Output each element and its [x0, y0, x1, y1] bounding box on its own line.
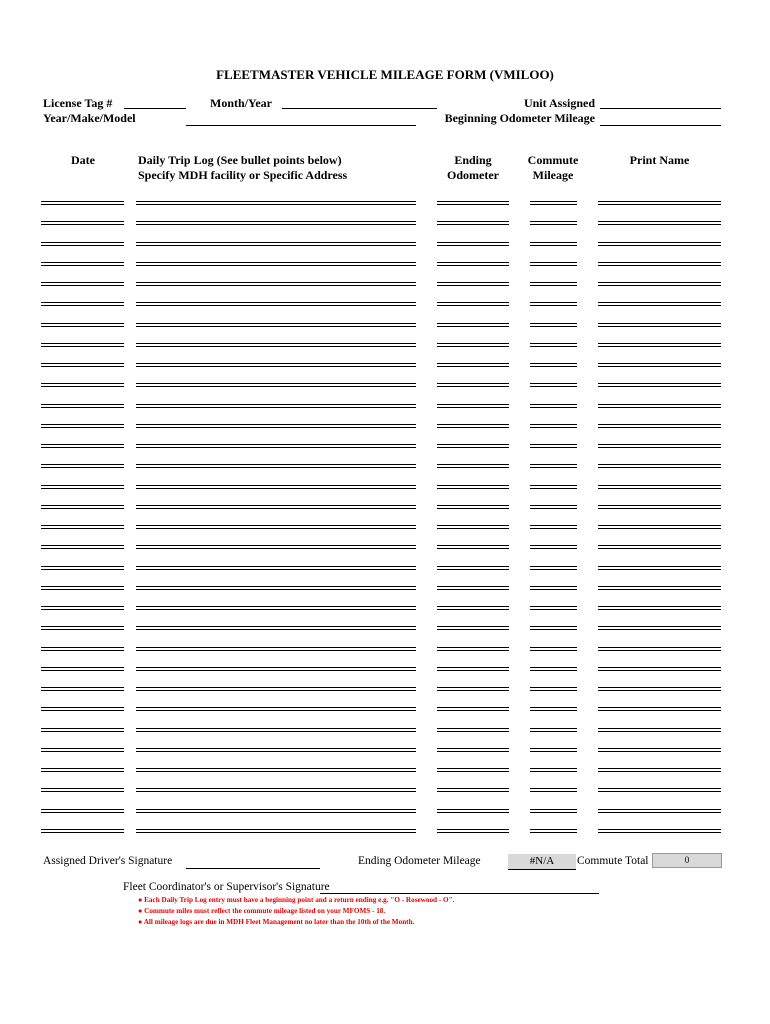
trip-log-cell[interactable]: [136, 263, 416, 283]
date-cell[interactable]: [41, 769, 124, 789]
print-name-cell[interactable]: [598, 587, 721, 607]
table-row: [0, 304, 770, 324]
trip-log-cell[interactable]: [136, 223, 416, 243]
beginning-odometer-label: Beginning Odometer Mileage: [444, 111, 595, 125]
ending-odometer-cell[interactable]: [437, 769, 509, 789]
year-make-model-label: Year/Make/Model: [43, 111, 136, 125]
col-trip-log-line1: Daily Trip Log (See bullet points below): [138, 153, 342, 167]
trip-log-cell[interactable]: [136, 364, 416, 384]
print-name-cell[interactable]: [598, 324, 721, 344]
table-row: [0, 790, 770, 810]
driver-signature-label: Assigned Driver's Signature: [43, 855, 173, 867]
print-name-cell[interactable]: [598, 567, 721, 587]
print-name-cell[interactable]: [598, 547, 721, 567]
commute-mileage-cell[interactable]: [530, 790, 577, 810]
date-cell[interactable]: [41, 790, 124, 810]
ending-odometer-cell[interactable]: [437, 607, 509, 627]
ending-odometer-cell[interactable]: [437, 466, 509, 486]
commute-mileage-cell[interactable]: [530, 526, 577, 546]
print-name-cell[interactable]: [598, 466, 721, 486]
col-commute-line2: Mileage: [532, 168, 574, 182]
trip-log-cell[interactable]: [136, 769, 416, 789]
commute-mileage-cell[interactable]: [530, 729, 577, 749]
date-cell[interactable]: [41, 607, 124, 627]
date-cell[interactable]: [41, 688, 124, 708]
col-commute-line1: Commute: [527, 153, 579, 167]
table-row: [0, 709, 770, 729]
ending-odometer-cell[interactable]: [437, 324, 509, 344]
date-cell[interactable]: [41, 729, 124, 749]
print-name-cell[interactable]: [598, 283, 721, 303]
col-trip-log-line2: Specify MDH facility or Specific Address: [138, 168, 348, 182]
table-row: [0, 567, 770, 587]
table-row: [0, 769, 770, 789]
date-cell[interactable]: [41, 749, 124, 769]
commute-mileage-cell[interactable]: [530, 506, 577, 526]
ending-odometer-cell[interactable]: [437, 668, 509, 688]
table-row: [0, 587, 770, 607]
commute-mileage-cell[interactable]: [530, 668, 577, 688]
ending-odometer-cell[interactable]: [437, 790, 509, 810]
trip-log-cell[interactable]: [136, 607, 416, 627]
commute-mileage-cell[interactable]: [530, 749, 577, 769]
print-name-cell[interactable]: [598, 769, 721, 789]
print-name-cell[interactable]: [598, 810, 721, 830]
table-row: [0, 486, 770, 506]
print-name-cell[interactable]: [598, 506, 721, 526]
date-cell[interactable]: [41, 810, 124, 830]
print-name-cell[interactable]: [598, 243, 721, 263]
driver-signature-field[interactable]: [186, 868, 320, 869]
commute-mileage-cell[interactable]: [530, 405, 577, 425]
ending-odometer-cell[interactable]: [437, 628, 509, 648]
date-cell[interactable]: [41, 324, 124, 344]
col-ending-line2: Odometer: [447, 168, 499, 182]
print-name-cell[interactable]: [598, 628, 721, 648]
print-name-cell[interactable]: [598, 668, 721, 688]
license-tag-label: License Tag #: [43, 96, 113, 110]
date-cell[interactable]: [41, 223, 124, 243]
table-row: [0, 202, 770, 222]
print-name-cell[interactable]: [598, 648, 721, 668]
date-cell[interactable]: [41, 506, 124, 526]
commute-total-value: 0: [652, 853, 722, 868]
print-name-cell[interactable]: [598, 749, 721, 769]
ending-odometer-cell[interactable]: [437, 648, 509, 668]
ending-odometer-cell[interactable]: [437, 486, 509, 506]
table-row: [0, 243, 770, 263]
trip-log-cell[interactable]: [136, 668, 416, 688]
table-row: [0, 263, 770, 283]
table-row: [0, 810, 770, 830]
trip-log-cell[interactable]: [136, 567, 416, 587]
print-name-cell[interactable]: [598, 263, 721, 283]
ending-odometer-cell[interactable]: [437, 405, 509, 425]
table-row: [0, 648, 770, 668]
ending-odometer-cell[interactable]: [437, 709, 509, 729]
trip-log-cell[interactable]: [136, 445, 416, 465]
commute-mileage-cell[interactable]: [530, 709, 577, 729]
date-cell[interactable]: [41, 668, 124, 688]
print-name-cell[interactable]: [598, 729, 721, 749]
commute-mileage-cell[interactable]: [530, 425, 577, 445]
date-cell[interactable]: [41, 425, 124, 445]
commute-mileage-cell[interactable]: [530, 263, 577, 283]
print-name-cell[interactable]: [598, 688, 721, 708]
ending-odometer-value: #N/A: [508, 854, 576, 870]
date-cell[interactable]: [41, 304, 124, 324]
commute-total-label: Commute Total: [577, 855, 649, 867]
form-title: FLEETMASTER VEHICLE MILEAGE FORM (VMILOO): [216, 67, 554, 82]
table-row: [0, 688, 770, 708]
trip-log-cell[interactable]: [136, 202, 416, 222]
table-row: [0, 364, 770, 384]
trip-log-cell[interactable]: [136, 324, 416, 344]
date-cell[interactable]: [41, 486, 124, 506]
table-row: [0, 283, 770, 303]
ending-odometer-cell[interactable]: [437, 283, 509, 303]
note-commute-miles: ● Commute miles must reflect the commute mileage listed on your MFOMS - 18.: [138, 907, 386, 915]
table-row: [0, 466, 770, 486]
commute-mileage-cell[interactable]: [530, 283, 577, 303]
ending-odometer-cell[interactable]: [437, 810, 509, 830]
date-cell[interactable]: [41, 385, 124, 405]
trip-log-cell[interactable]: [136, 749, 416, 769]
commute-mileage-cell[interactable]: [530, 547, 577, 567]
date-cell[interactable]: [41, 263, 124, 283]
print-name-cell[interactable]: [598, 223, 721, 243]
date-cell[interactable]: [41, 648, 124, 668]
col-date: Date: [71, 153, 95, 167]
date-cell[interactable]: [41, 628, 124, 648]
print-name-cell[interactable]: [598, 344, 721, 364]
trip-log-cell[interactable]: [136, 526, 416, 546]
trip-log-cell[interactable]: [136, 648, 416, 668]
commute-mileage-cell[interactable]: [530, 304, 577, 324]
table-row: [0, 506, 770, 526]
col-print-name: Print Name: [629, 153, 690, 167]
trip-log-cell[interactable]: [136, 547, 416, 567]
print-name-cell[interactable]: [598, 709, 721, 729]
commute-mileage-cell[interactable]: [530, 324, 577, 344]
ending-odometer-cell[interactable]: [437, 364, 509, 384]
trip-log-cell[interactable]: [136, 729, 416, 749]
ending-odometer-cell[interactable]: [437, 688, 509, 708]
trip-log-cell[interactable]: [136, 385, 416, 405]
commute-mileage-cell[interactable]: [530, 445, 577, 465]
commute-mileage-cell[interactable]: [530, 466, 577, 486]
ending-odometer-cell[interactable]: [437, 506, 509, 526]
date-cell[interactable]: [41, 547, 124, 567]
commute-mileage-cell[interactable]: [530, 688, 577, 708]
ending-odometer-cell[interactable]: [437, 749, 509, 769]
date-cell[interactable]: [41, 202, 124, 222]
table-row: [0, 526, 770, 546]
ending-odometer-cell[interactable]: [437, 547, 509, 567]
print-name-cell[interactable]: [598, 445, 721, 465]
table-row: [0, 445, 770, 465]
trip-log-cell[interactable]: [136, 506, 416, 526]
table-row: [0, 607, 770, 627]
trip-log-cell[interactable]: [136, 182, 416, 202]
table-row: [0, 668, 770, 688]
trip-log-cell[interactable]: [136, 810, 416, 830]
commute-mileage-cell[interactable]: [530, 182, 577, 202]
trip-log-cell[interactable]: [136, 243, 416, 263]
commute-mileage-cell[interactable]: [530, 385, 577, 405]
trip-log-cell[interactable]: [136, 425, 416, 445]
print-name-cell[interactable]: [598, 790, 721, 810]
table-row: [0, 223, 770, 243]
commute-mileage-cell[interactable]: [530, 567, 577, 587]
coordinator-signature-field[interactable]: [320, 893, 599, 894]
trip-log-cell[interactable]: [136, 283, 416, 303]
date-cell[interactable]: [41, 567, 124, 587]
trip-log-cell[interactable]: [136, 628, 416, 648]
commute-mileage-cell[interactable]: [530, 223, 577, 243]
ending-odometer-cell[interactable]: [437, 587, 509, 607]
date-cell[interactable]: [41, 344, 124, 364]
trip-log-cell[interactable]: [136, 405, 416, 425]
table-row: [0, 324, 770, 344]
table-row: [0, 749, 770, 769]
ending-odometer-cell[interactable]: [437, 202, 509, 222]
commute-mileage-cell[interactable]: [530, 344, 577, 364]
commute-mileage-cell[interactable]: [530, 243, 577, 263]
table-row: [0, 405, 770, 425]
trip-log-cell[interactable]: [136, 466, 416, 486]
ending-odometer-label: Ending Odometer Mileage: [358, 855, 481, 867]
table-row: [0, 182, 770, 202]
commute-mileage-cell[interactable]: [530, 607, 577, 627]
print-name-cell[interactable]: [598, 364, 721, 384]
table-row: [0, 547, 770, 567]
ending-odometer-cell[interactable]: [437, 182, 509, 202]
date-cell[interactable]: [41, 243, 124, 263]
ending-odometer-cell[interactable]: [437, 445, 509, 465]
print-name-cell[interactable]: [598, 486, 721, 506]
date-cell[interactable]: [41, 364, 124, 384]
print-name-cell[interactable]: [598, 182, 721, 202]
trip-log-cell[interactable]: [136, 486, 416, 506]
trip-log-cell[interactable]: [136, 709, 416, 729]
date-cell[interactable]: [41, 182, 124, 202]
date-cell[interactable]: [41, 526, 124, 546]
unit-assigned-label: Unit Assigned: [523, 96, 595, 110]
date-cell[interactable]: [41, 445, 124, 465]
month-year-label: Month/Year: [210, 96, 272, 110]
ending-odometer-cell[interactable]: [437, 385, 509, 405]
trip-log-cell[interactable]: [136, 587, 416, 607]
ending-odometer-cell[interactable]: [437, 344, 509, 364]
print-name-cell[interactable]: [598, 202, 721, 222]
trip-log-cell[interactable]: [136, 790, 416, 810]
ending-odometer-cell[interactable]: [437, 263, 509, 283]
table-row: [0, 628, 770, 648]
note-due-date: ● All mileage logs are due in MDH Fleet Management no later than the 10th of the Month.: [138, 918, 415, 926]
ending-odometer-cell[interactable]: [437, 526, 509, 546]
trip-log-cell[interactable]: [136, 344, 416, 364]
print-name-cell[interactable]: [598, 425, 721, 445]
date-cell[interactable]: [41, 283, 124, 303]
ending-odometer-cell[interactable]: [437, 304, 509, 324]
print-name-cell[interactable]: [598, 385, 721, 405]
table-row: [0, 344, 770, 364]
date-cell[interactable]: [41, 587, 124, 607]
commute-mileage-cell[interactable]: [530, 364, 577, 384]
commute-mileage-cell[interactable]: [530, 587, 577, 607]
commute-mileage-cell[interactable]: [530, 628, 577, 648]
note-trip-log: ● Each Daily Trip Log entry must have a beginning point and a return ending e.g. "O - Rosewood - O".: [138, 896, 455, 904]
commute-mileage-cell[interactable]: [530, 486, 577, 506]
print-name-cell[interactable]: [598, 607, 721, 627]
commute-mileage-cell[interactable]: [530, 769, 577, 789]
date-cell[interactable]: [41, 709, 124, 729]
ending-odometer-cell[interactable]: [437, 425, 509, 445]
print-name-cell[interactable]: [598, 304, 721, 324]
ending-odometer-cell[interactable]: [437, 567, 509, 587]
ending-odometer-cell[interactable]: [437, 729, 509, 749]
commute-mileage-cell[interactable]: [530, 648, 577, 668]
print-name-cell[interactable]: [598, 526, 721, 546]
date-cell[interactable]: [41, 466, 124, 486]
table-row: [0, 425, 770, 445]
col-ending-line1: Ending: [454, 153, 492, 167]
date-cell[interactable]: [41, 405, 124, 425]
trip-log-cell[interactable]: [136, 304, 416, 324]
table-row: [0, 385, 770, 405]
coordinator-signature-label: Fleet Coordinator's or Supervisor's Signature: [123, 881, 330, 893]
commute-mileage-cell[interactable]: [530, 810, 577, 830]
table-row: [0, 729, 770, 749]
commute-mileage-cell[interactable]: [530, 202, 577, 222]
print-name-cell[interactable]: [598, 405, 721, 425]
trip-log-cell[interactable]: [136, 688, 416, 708]
ending-odometer-cell[interactable]: [437, 243, 509, 263]
ending-odometer-cell[interactable]: [437, 223, 509, 243]
